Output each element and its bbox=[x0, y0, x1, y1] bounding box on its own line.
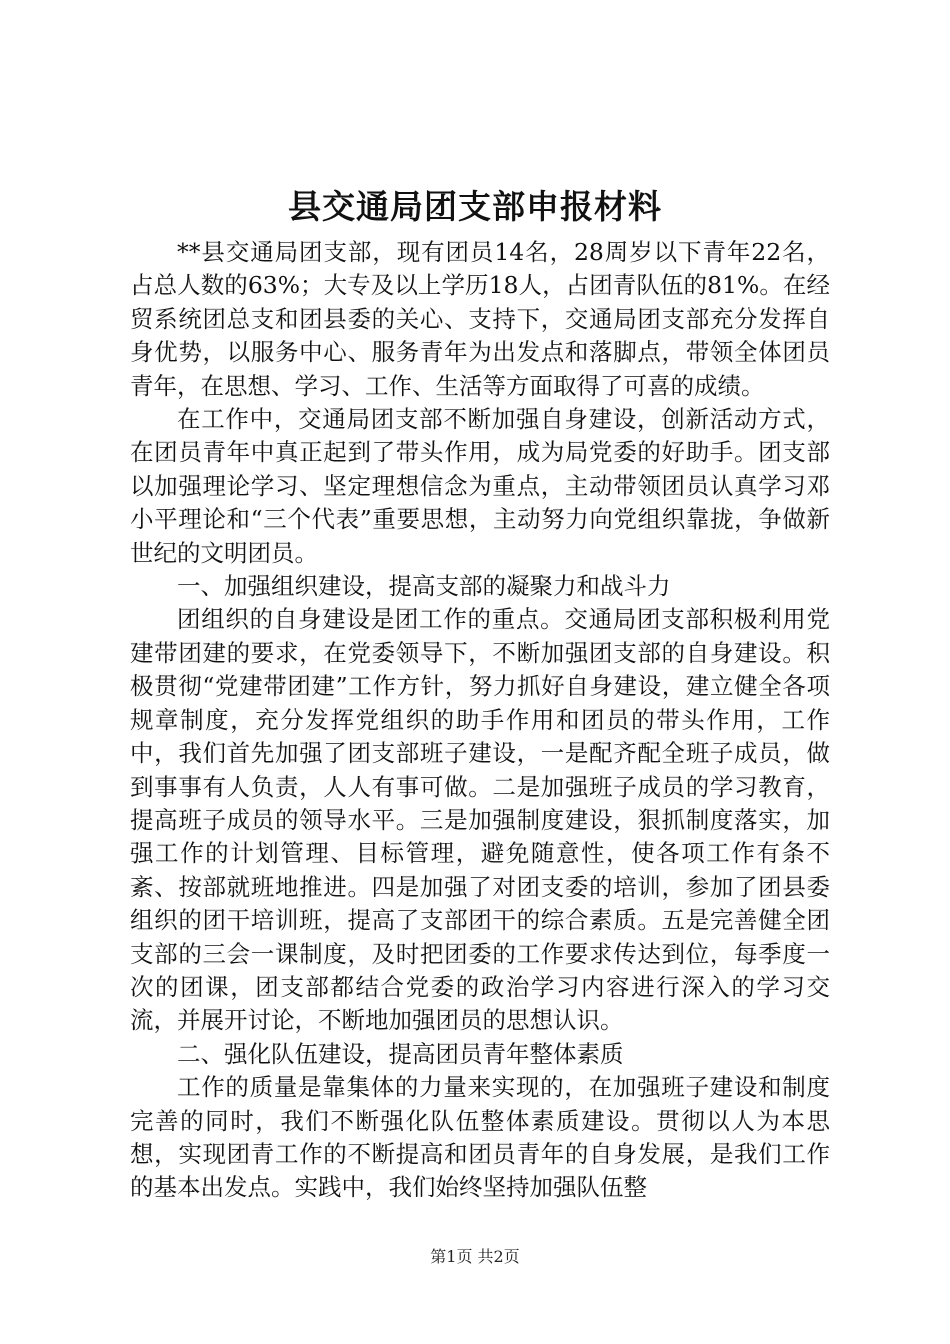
document-body bbox=[130, 236, 830, 1205]
paragraph-team: 工作的质量是靠集体的力量来实现的，在加强班子建设和制度完善的同时，我们不断强化队伍整体素质建设。贯彻以人为本思想，实现团青工作的不断提高和团员青年的自身发展，是我们工作的基本出发点。实践中，我们始终坚持加强队伍整 bbox=[130, 1073, 830, 1202]
document-title: 县交通局团支部申报材料 bbox=[288, 187, 662, 226]
section-heading-team: 二、强化队伍建设，提高团员青年整体素质 bbox=[177, 1039, 624, 1068]
section-heading-organization: 一、加强组织建设，提高支部的凝聚力和战斗力 bbox=[177, 572, 671, 601]
paragraph-intro: **县交通局团支部，现有团员14名，28周岁以下青年22名，占总人数的63%；大专及以上学历18人，占团青队伍的81%。在经贸系统团总支和团县委的关心、支持下，交通局团支部充分发挥自身优势，以服务中心、服务青年为出发点和落脚点，带领全体团员青年，在思想、学习、工作、生活等方面取得了可喜的成绩。 bbox=[130, 238, 830, 400]
paragraph-work-overview: 在工作中，交通局团支部不断加强自身建设，创新活动方式，在团员青年中真正起到了带头作用，成为局党委的好助手。团支部以加强理论学习、坚定理想信念为重点，主动带领团员认真学习邓小平理论和“三个代表”重要思想，主动努力向党组织靠拢，争做新世纪的文明团员。 bbox=[130, 405, 830, 567]
page-footer: 第1页 共2页 bbox=[430, 1247, 520, 1266]
paragraph-organization: 团组织的自身建设是团工作的重点。交通局团支部积极利用党建带团建的要求，在党委领导下，不断加强团支部的自身建设。积极贯彻“党建带团建”工作方针，努力抓好自身建设，建立健全各项规章制度，充分发挥党组织的助手作用和团员的带头作用，工作中，我们首先加强了团支部班子建设，一是配齐配全班子成员，做到事事有人负责，人人有事可做。二是加强班子成员的学习教育，提高班子成员的领导水平。三是加强制度建设，狠抓制度落实，加强工作的计划管理、目标管理，避免随意性，使各项工作有条不紊、按部就班地推进。四是加强了对团支委的培训，参加了团县委组织的团干培训班，提高了支部团干的综合素质。五是完善健全团支部的三会一课制度，及时把团委的工作要求传达到位，每季度一次的团课，团支部都结合党委的政治学习内容进行深入的学习交流，并展开讨论，不断地加强团员的思想认识。 bbox=[130, 605, 830, 1035]
